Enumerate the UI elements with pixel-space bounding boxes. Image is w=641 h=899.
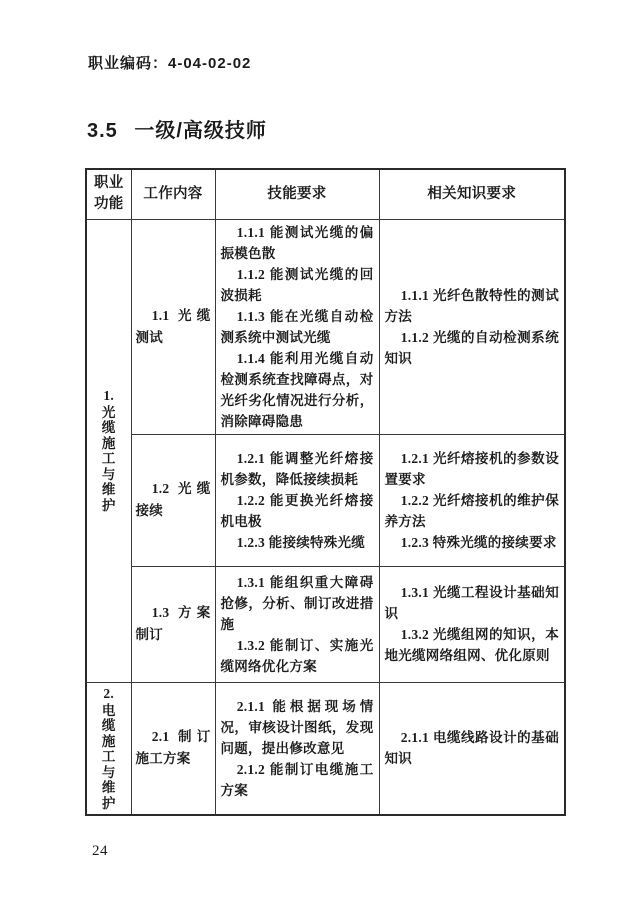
requirement-item: 1.2.3 特殊光缆的接续要求 [400,534,557,550]
knowledge-cell [379,219,565,434]
function-label: 光缆施工与维护 [101,404,116,513]
requirement-item: 1.3.1 光缆工程设计基础知识 [384,585,559,621]
table-header-row [86,169,565,219]
occupation-code: 职业编码：4-04-02-02 [88,55,252,72]
function-cell-electric-cable [86,682,131,815]
requirement-item: 1.2.1 能调整光纤熔接机参数，降低接续损耗 [220,450,374,487]
table-row [86,566,565,682]
page-number: 24 [92,843,108,859]
column-header-knowledge: 相关知识要求 [379,169,565,219]
requirement-item: 1.2.1 光纤熔接机的参数设置要求 [384,450,559,487]
requirement-item: 2.1.2 能制订电缆施工方案 [220,761,374,798]
page-title: 3.5 一级/高级技师 [87,120,267,142]
table-row [86,219,565,434]
knowledge-cell [379,566,565,682]
requirement-item: 1.2.3 能接续特殊光缆 [236,534,366,550]
work-content-cell [131,434,215,566]
work-content-text: 1.2 光缆接续 [135,481,211,518]
requirement-item: 1.3.2 能制订、实施光缆网络优化方案 [220,637,374,674]
function-number: 1. [103,387,115,403]
skills-cell [215,434,379,566]
column-header-work: 工作内容 [131,169,215,219]
requirement-item: 2.1.1 电缆线路设计的基础知识 [384,730,559,767]
requirement-item: 1.1.4 能利用光缆自动检测系统查找障碍点，对光纤劣化情况进行分析，消除障碍隐患 [220,350,374,429]
knowledge-cell [379,434,565,566]
skills-cell [215,219,379,434]
work-content-text: 1.1 光缆测试 [135,307,211,345]
skills-cell [215,566,379,682]
requirement-item: 1.3.2 光缆组网的知识，本地光缆网络组网、优化原则 [384,627,559,663]
work-content-text: 1.3 方案制订 [135,605,211,642]
requirement-item: 2.1.1 能根据现场情况，审核设计图纸，发现问题，提出修改意见 [220,698,374,756]
knowledge-cell [379,682,565,815]
work-content-cell [131,566,215,682]
requirement-item: 1.3.1 能组织重大障碍抢修，分析、制订改进措施 [220,574,374,632]
function-label: 电缆施工与维护 [101,702,116,811]
requirement-item: 1.1.3 能在光缆自动检测系统中测试光缆 [220,308,374,345]
requirements-table [85,168,566,816]
work-content-cell [131,682,215,815]
function-cell-optical-cable [86,219,131,682]
requirement-item: 1.1.1 能测试光缆的偏振模色散 [220,224,374,261]
requirement-item: 1.2.2 光纤熔接机的维护保养方法 [384,492,559,529]
work-content-text: 2.1 制订施工方案 [135,729,211,767]
column-header-function: 职业功能 [86,169,131,219]
table-row [86,682,565,815]
column-header-skills: 技能要求 [215,169,379,219]
requirement-item: 1.2.2 能更换光纤熔接机电极 [220,492,374,529]
table-row [86,434,565,566]
skills-cell [215,682,379,815]
function-number: 2. [103,685,115,701]
work-content-cell [131,219,215,434]
requirement-item: 1.1.1 光纤色散特性的测试方法 [384,287,559,324]
requirement-item: 1.1.2 能测试光缆的回波损耗 [220,266,374,303]
requirement-item: 1.1.2 光缆的自动检测系统知识 [384,329,559,366]
